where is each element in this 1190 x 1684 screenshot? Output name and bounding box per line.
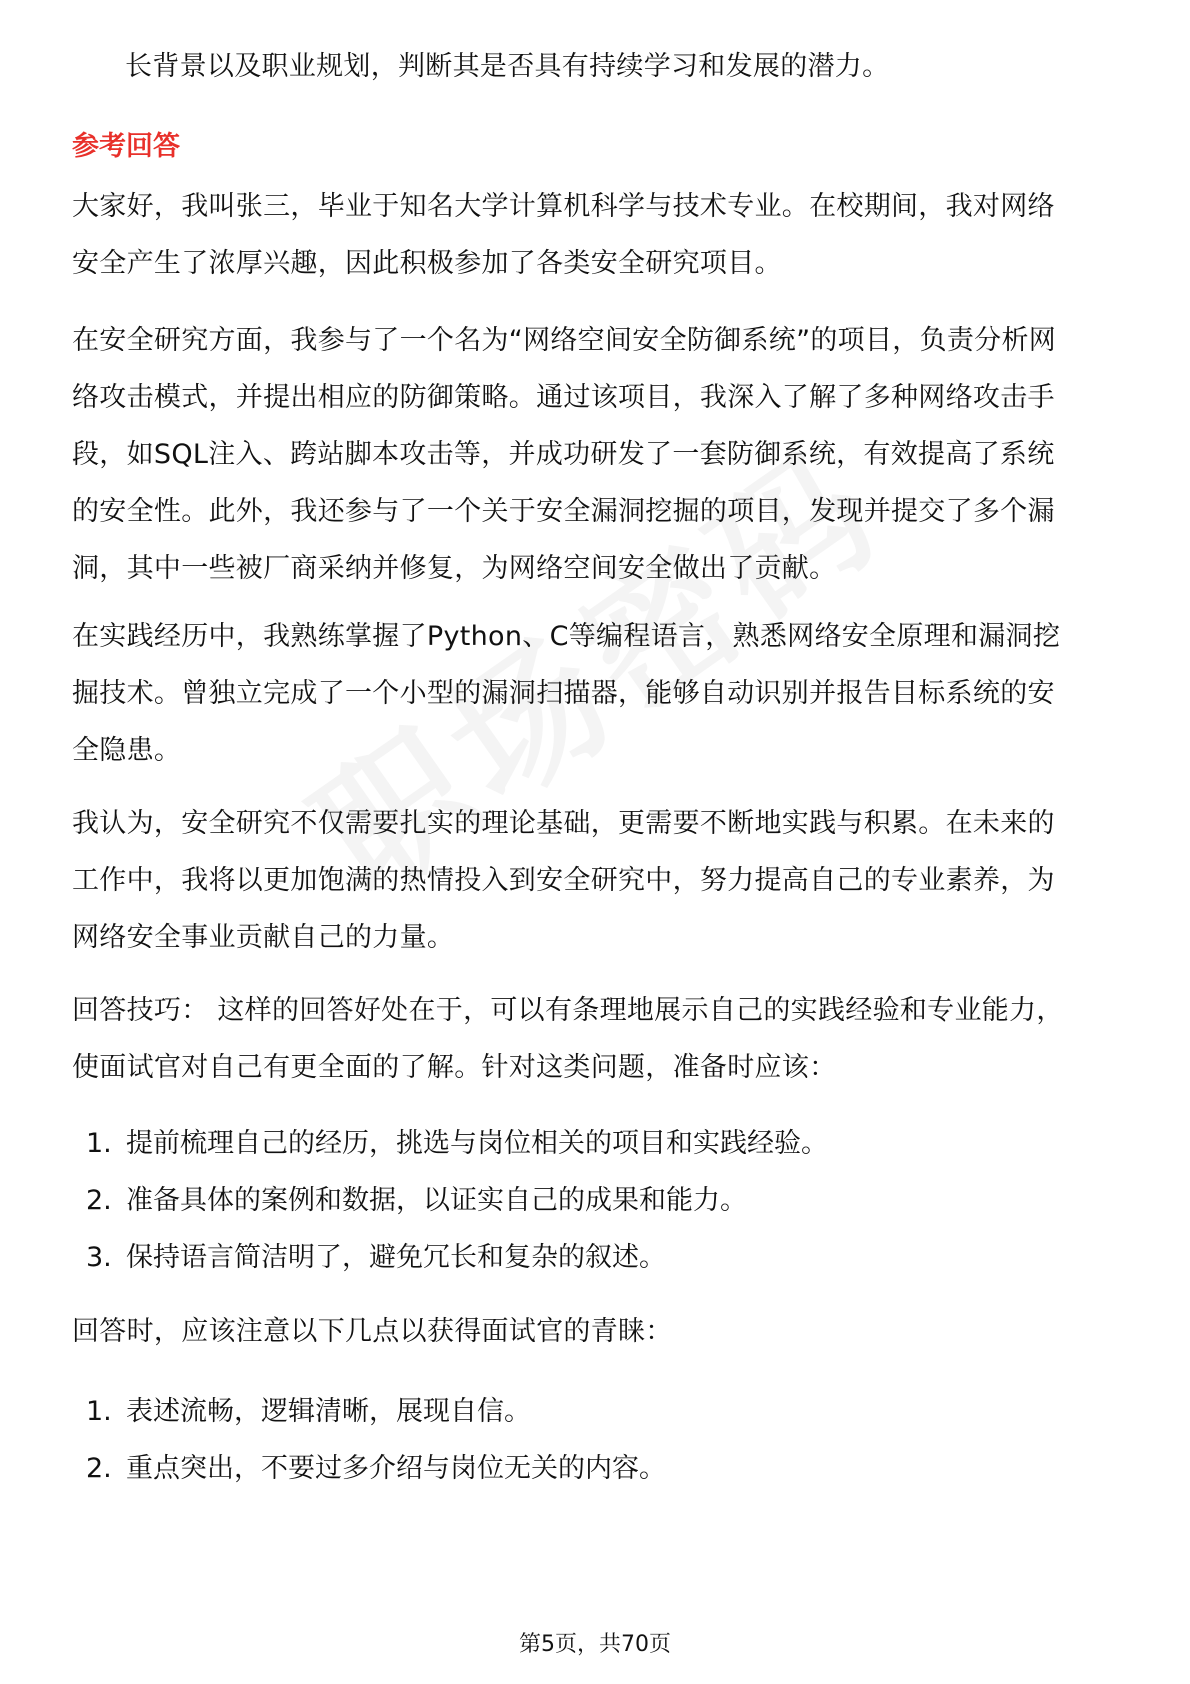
paragraph-line: 络攻击模式，并提出相应的防御策略。通过该项目，我深入了解了多种网络攻击手 xyxy=(72,382,1055,413)
tips-intro-paragraph xyxy=(72,1303,1120,1360)
tips-paragraph xyxy=(72,982,1120,1096)
paragraph-line: 全隐患。 xyxy=(72,735,182,766)
list-text: 表述流畅，逻辑清晰，展现自信。 xyxy=(126,1396,531,1427)
paragraph-line: 的安全性。此外，我还参与了一个关于安全漏洞挖掘的项目，发现并提交了多个漏 xyxy=(72,496,1055,527)
list-item xyxy=(86,1229,1116,1286)
list-number: 3. xyxy=(86,1242,112,1273)
list-number: 1. xyxy=(86,1128,112,1159)
paragraph-line: 我认为，安全研究不仅需要扎实的理论基础，更需要不断地实践与积累。在未来的 xyxy=(72,808,1055,839)
paragraph-line: 工作中，我将以更加饱满的热情投入到安全研究中，努力提高自己的专业素养，为 xyxy=(72,865,1055,896)
list-item xyxy=(86,1115,1116,1172)
paragraph-line: 回答技巧： 这样的回答好处在于，可以有条理地展示自己的实践经验和专业能力， xyxy=(72,995,1064,1026)
paragraph-line: 在安全研究方面，我参与了一个名为“网络空间安全防御系统”的项目，负责分析网 xyxy=(72,325,1057,356)
list-text: 提前梳理自己的经历，挑选与岗位相关的项目和实践经验。 xyxy=(126,1128,828,1159)
paragraph-line: 回答时，应该注意以下几点以获得面试官的青睐： xyxy=(72,1316,673,1347)
paragraph-line: 使面试官对自己有更全面的了解。针对这类问题，准备时应该： xyxy=(72,1052,837,1083)
attention-list xyxy=(86,1383,1116,1497)
preparation-list xyxy=(86,1115,1116,1286)
answer-paragraph-outlook xyxy=(72,795,1120,966)
paragraph-line: 大家好，我叫张三，毕业于知名大学计算机科学与技术专业。在校期间，我对网络 xyxy=(72,191,1055,222)
page-footer: 第5页，共70页 xyxy=(519,1632,671,1657)
answer-paragraph-research xyxy=(72,312,1120,597)
list-number: 1. xyxy=(86,1396,112,1427)
list-number: 2. xyxy=(86,1185,112,1216)
list-item xyxy=(86,1172,1116,1229)
answer-paragraph-practice xyxy=(72,608,1120,779)
paragraph-line: 网络安全事业贡献自己的力量。 xyxy=(72,922,455,953)
list-item xyxy=(86,1440,1116,1497)
intro-paragraph xyxy=(72,38,1120,95)
list-text: 保持语言简洁明了，避免冗长和复杂的叙述。 xyxy=(126,1242,666,1273)
paragraph-line: 在实践经历中，我熟练掌握了Python、C等编程语言，熟悉网络安全原理和漏洞挖 xyxy=(72,621,1061,652)
list-item xyxy=(86,1383,1116,1440)
list-text: 准备具体的案例和数据，以证实自己的成果和能力。 xyxy=(126,1185,747,1216)
list-text: 重点突出，不要过多介绍与岗位无关的内容。 xyxy=(126,1453,666,1484)
list-number: 2. xyxy=(86,1453,112,1484)
paragraph-line: 段，如SQL注入、跨站脚本攻击等，并成功研发了一套防御系统，有效提高了系统 xyxy=(72,439,1055,470)
paragraph-line: 洞，其中一些被厂商采纳并修复，为网络空间安全做出了贡献。 xyxy=(72,553,837,584)
section-heading: 参考回答 xyxy=(72,131,180,162)
answer-paragraph-intro xyxy=(72,178,1120,292)
paragraph-line: 长背景以及职业规划，判断其是否具有持续学习和发展的潜力。 xyxy=(125,51,890,82)
paragraph-line: 安全产生了浓厚兴趣，因此积极参加了各类安全研究项目。 xyxy=(72,248,782,279)
paragraph-line: 掘技术。曾独立完成了一个小型的漏洞扫描器，能够自动识别并报告目标系统的安 xyxy=(72,678,1055,709)
